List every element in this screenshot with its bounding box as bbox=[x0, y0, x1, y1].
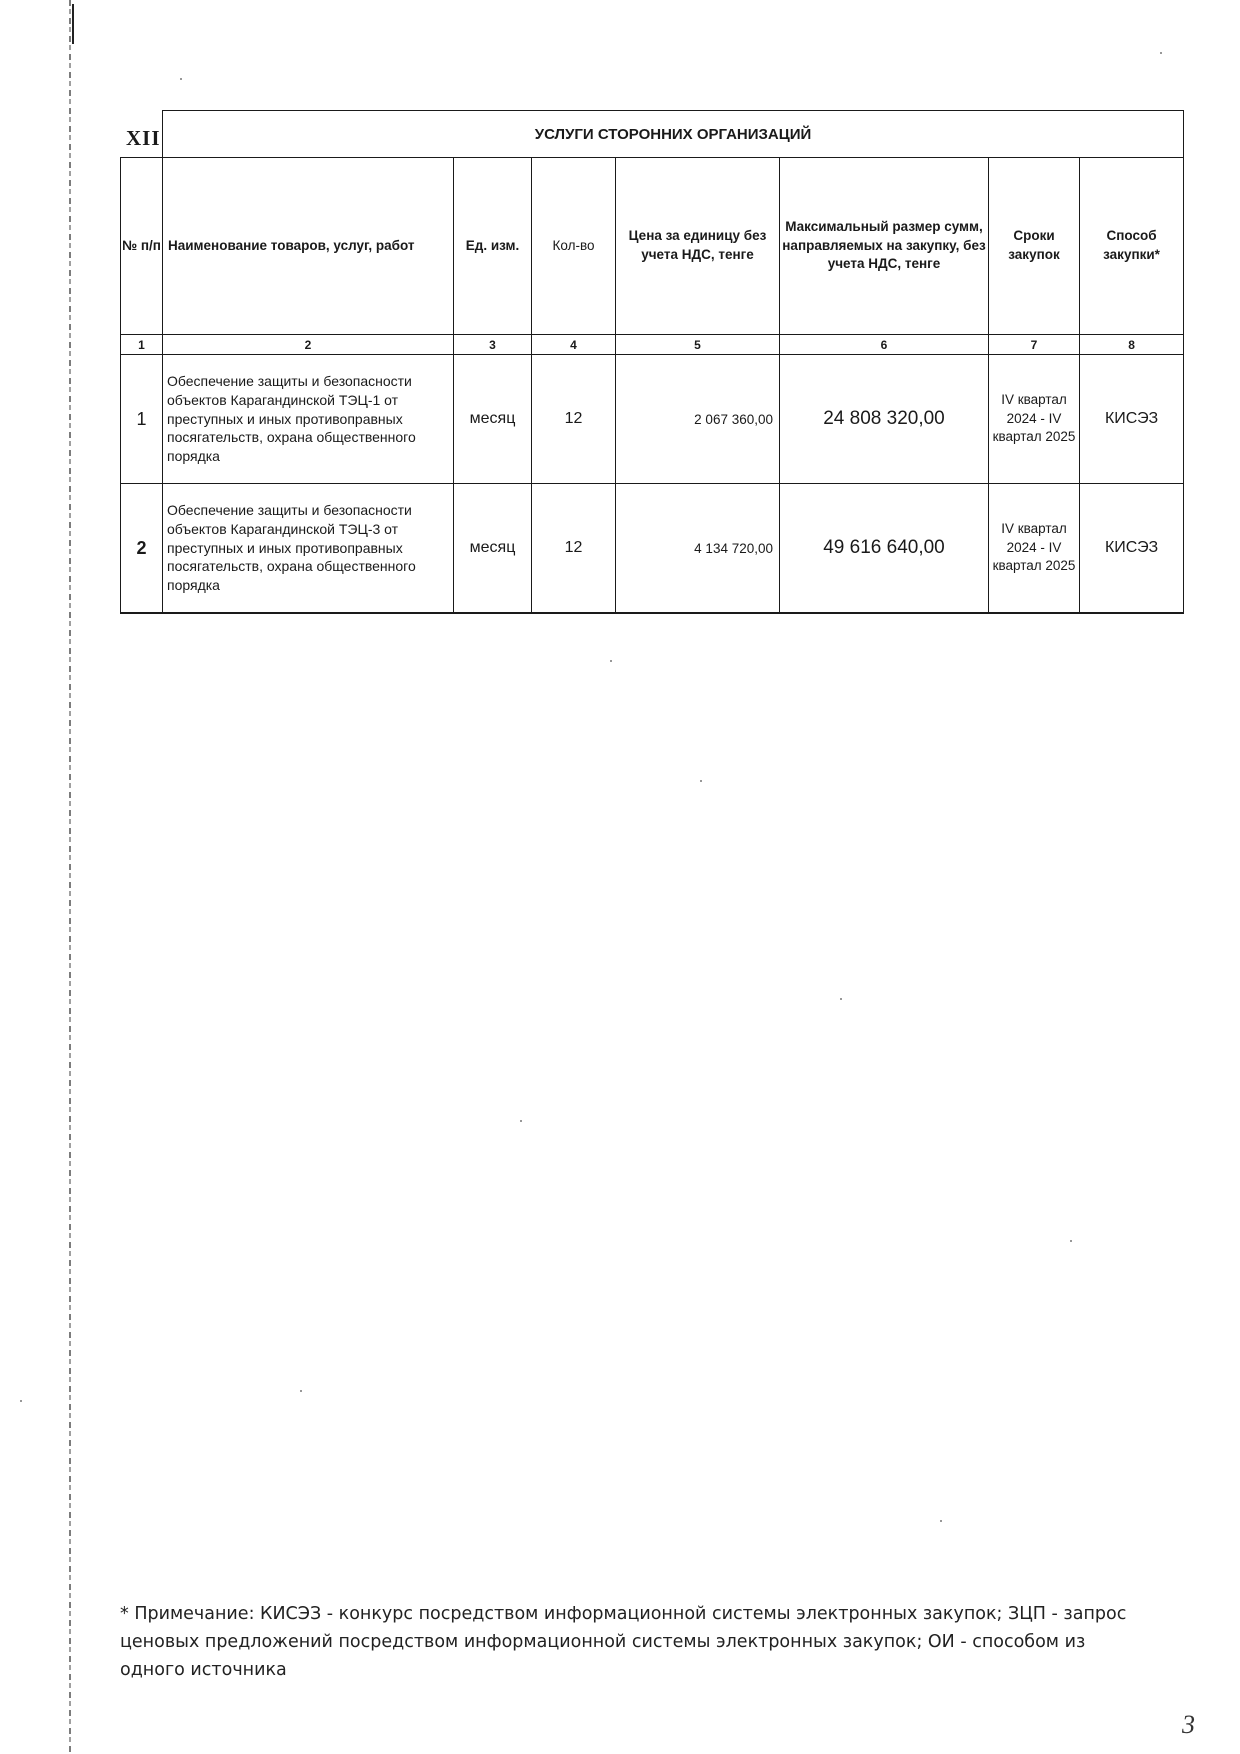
footnote: * Примечание: КИСЭЗ - конкурс посредством информационной системы электронных закупок; ЗЦП - запрос ценовых предложений посредством информационной системы электронных закупок; ОИ - способом из одного источника bbox=[120, 1604, 1127, 1680]
header-max-amount: Максимальный размер сумм, направляемых на закупку, без учета НДС, тенге bbox=[780, 158, 989, 335]
scan-speck bbox=[520, 1120, 522, 1122]
row-item-name: Обеспечение защиты и безопасности объектов Карагандинской ТЭЦ-3 от преступных и иных противоправных посягательств, охрана общественного порядка bbox=[163, 484, 454, 614]
row-number: 1 bbox=[121, 355, 163, 484]
scan-speck bbox=[700, 780, 702, 782]
column-number: 6 bbox=[780, 335, 989, 355]
section-title: УСЛУГИ СТОРОННИХ ОРГАНИЗАЦИЙ bbox=[163, 111, 1184, 158]
table-row bbox=[121, 355, 1184, 484]
header-name: Наименование товаров, услуг, работ bbox=[163, 158, 454, 335]
header-number: № п/п bbox=[121, 158, 163, 335]
row-quantity: 12 bbox=[532, 355, 616, 484]
header-quantity: Кол-во bbox=[532, 158, 616, 335]
row-total: 24 808 320,00 bbox=[780, 355, 989, 484]
procurement-table bbox=[120, 110, 1184, 614]
row-period: IV квартал 2024 - IV квартал 2025 bbox=[989, 355, 1080, 484]
scan-speck bbox=[940, 1520, 942, 1522]
section-code: XII bbox=[126, 126, 161, 150]
scan-speck bbox=[20, 1400, 22, 1402]
scan-speck bbox=[610, 660, 612, 662]
row-method: КИСЭЗ bbox=[1080, 355, 1184, 484]
page-number: 3 bbox=[1182, 1710, 1195, 1739]
row-number: 2 bbox=[121, 484, 163, 614]
row-unit: месяц bbox=[454, 355, 532, 484]
column-number: 5 bbox=[616, 335, 780, 355]
table-row bbox=[121, 484, 1184, 614]
row-total: 49 616 640,00 bbox=[780, 484, 989, 614]
scan-speck bbox=[300, 1390, 302, 1392]
scan-speck bbox=[1070, 1240, 1072, 1242]
scan-speck bbox=[1160, 52, 1162, 54]
column-number: 4 bbox=[532, 335, 616, 355]
column-number: 2 bbox=[163, 335, 454, 355]
row-item-name: Обеспечение защиты и безопасности объектов Карагандинской ТЭЦ-1 от преступных и иных противоправных посягательств, охрана общественного порядка bbox=[163, 355, 454, 484]
row-method: КИСЭЗ bbox=[1080, 484, 1184, 614]
binding-corner-mark bbox=[72, 4, 74, 44]
table-header-row bbox=[121, 158, 1184, 335]
column-number: 1 bbox=[121, 335, 163, 355]
binding-edge-line bbox=[69, 0, 71, 1754]
row-unit-price: 4 134 720,00 bbox=[616, 484, 780, 614]
column-number: 7 bbox=[989, 335, 1080, 355]
column-number: 3 bbox=[454, 335, 532, 355]
scan-speck bbox=[840, 998, 842, 1000]
row-period: IV квартал 2024 - IV квартал 2025 bbox=[989, 484, 1080, 614]
row-unit-price: 2 067 360,00 bbox=[616, 355, 780, 484]
row-unit: месяц bbox=[454, 484, 532, 614]
scan-speck bbox=[180, 78, 182, 80]
header-unit-price: Цена за единицу без учета НДС, тенге bbox=[616, 158, 780, 335]
column-number: 8 bbox=[1080, 335, 1184, 355]
table-title-row bbox=[121, 111, 1184, 158]
row-quantity: 12 bbox=[532, 484, 616, 614]
header-unit: Ед. изм. bbox=[454, 158, 532, 335]
header-period: Сроки закупок bbox=[989, 158, 1080, 335]
header-method: Способ закупки* bbox=[1080, 158, 1184, 335]
column-number-row bbox=[121, 335, 1184, 355]
